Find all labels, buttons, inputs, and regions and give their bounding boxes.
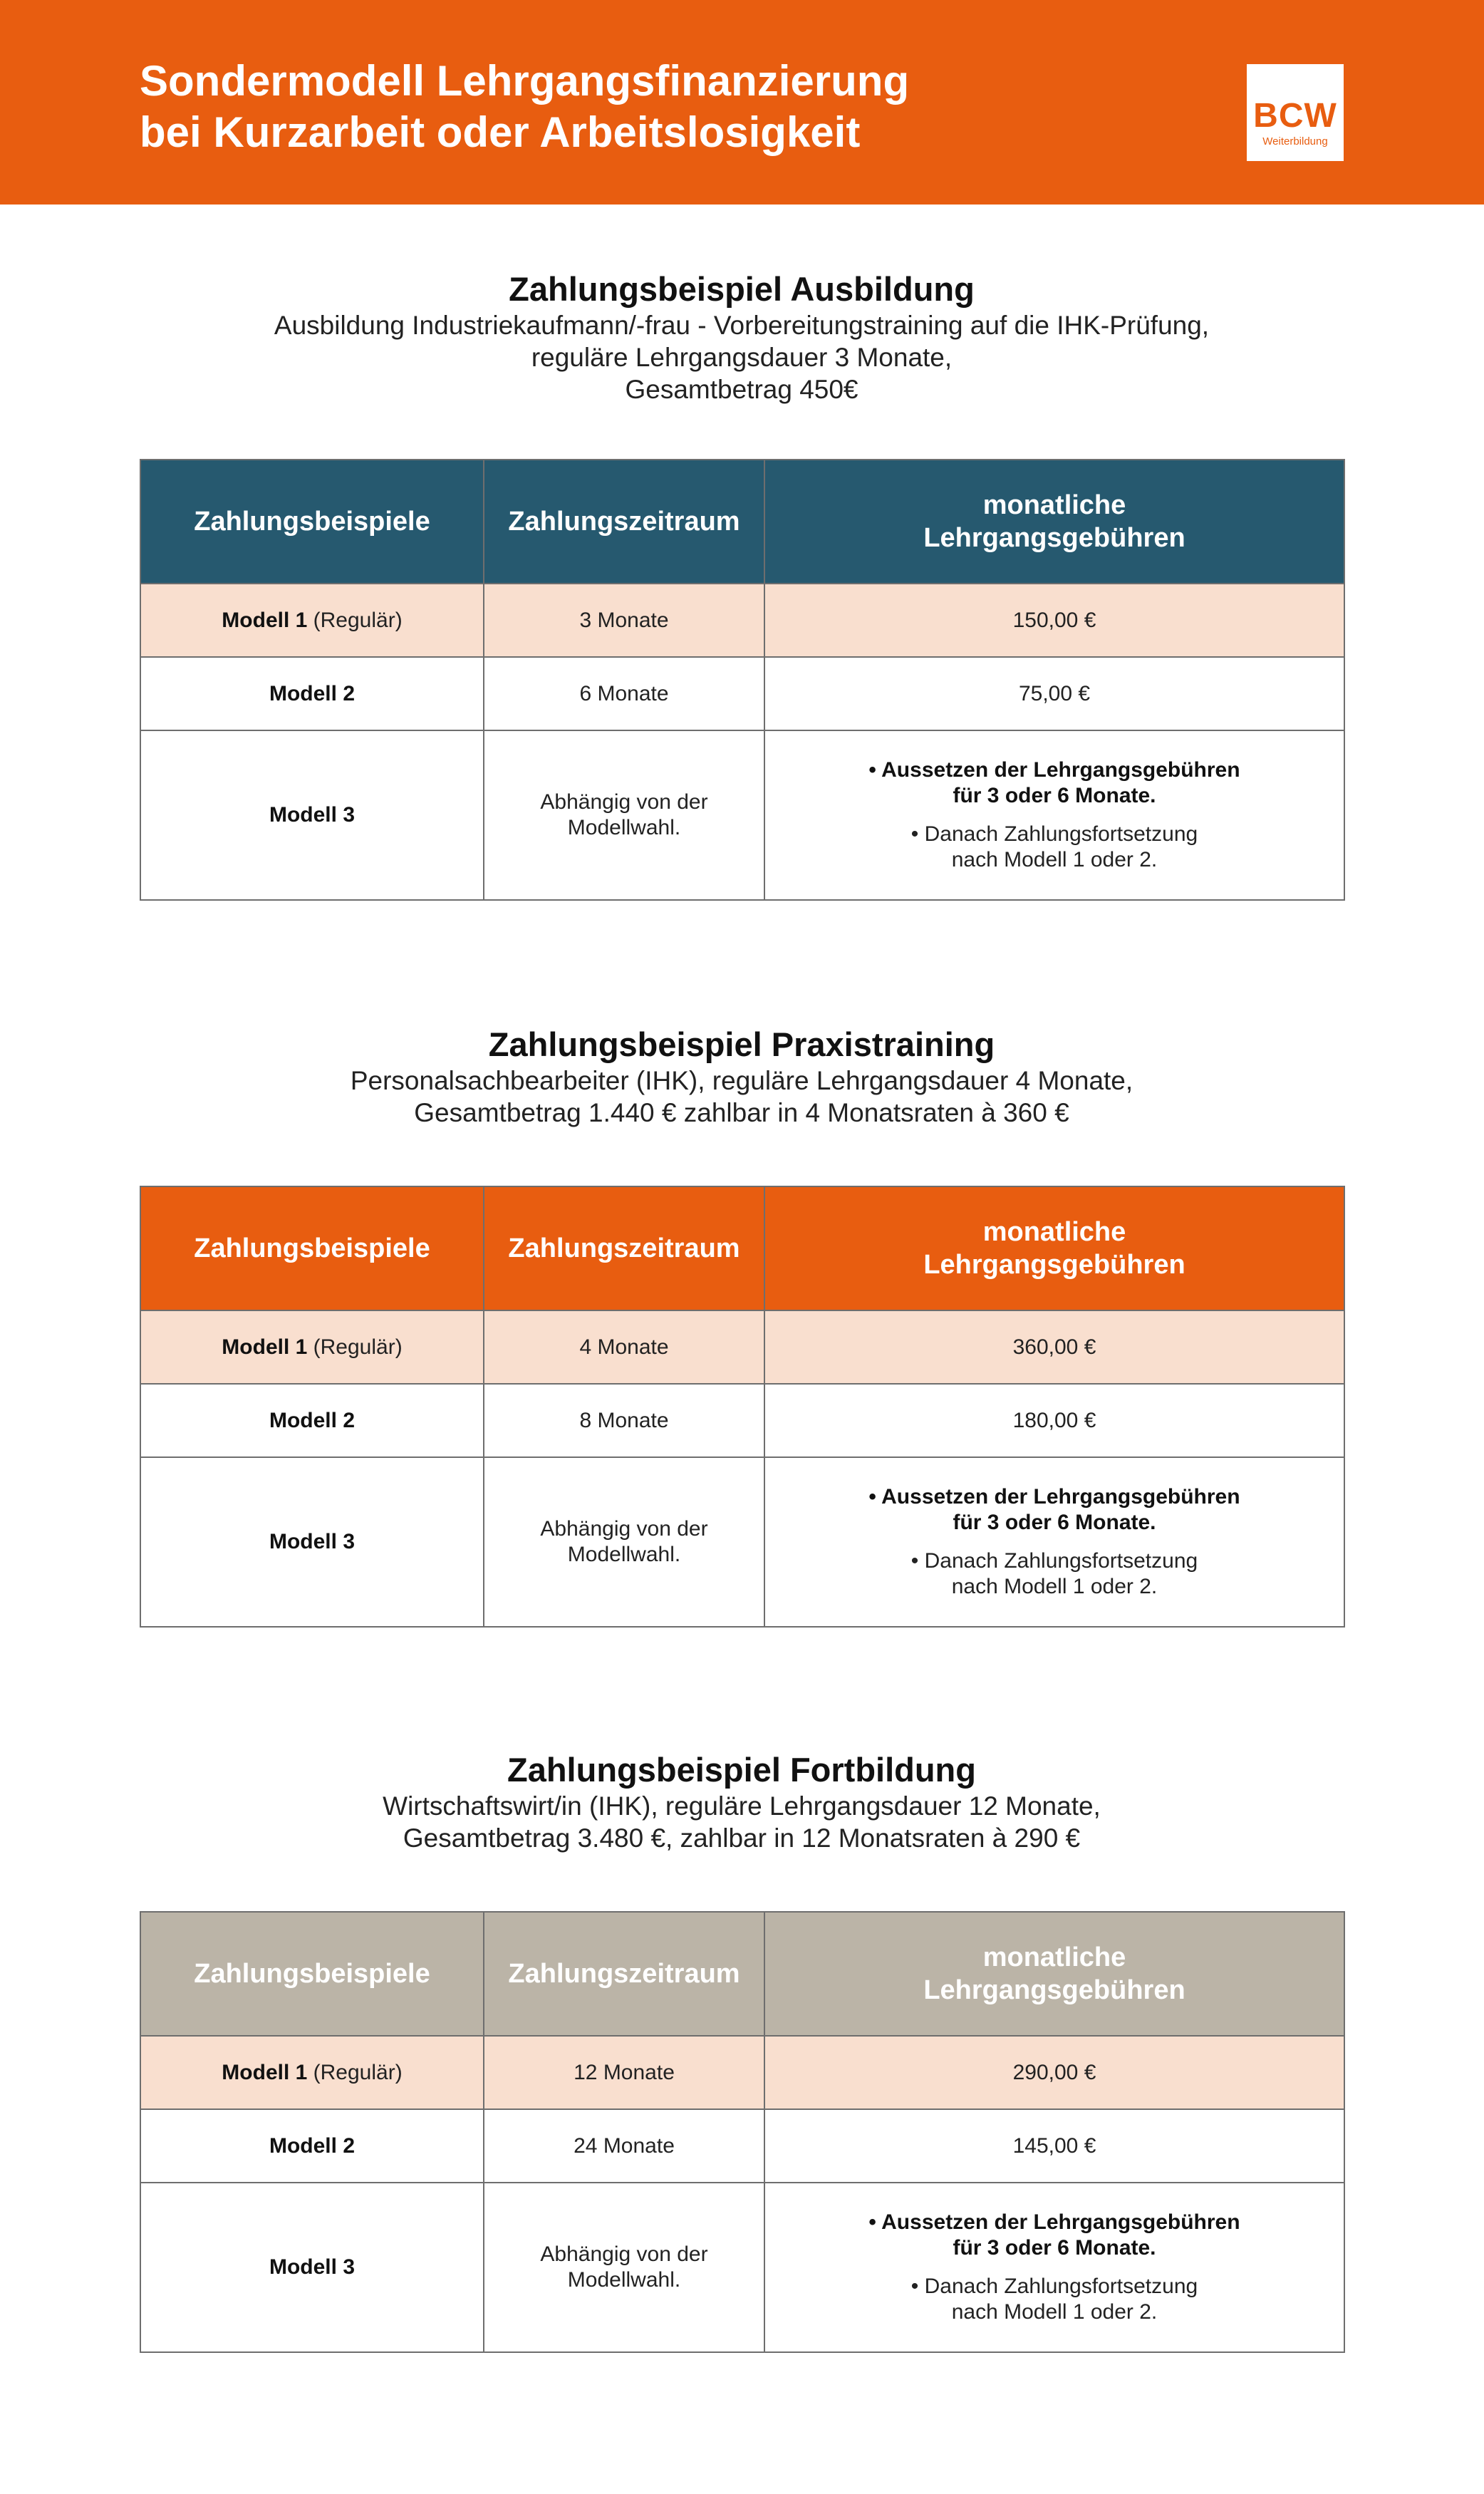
bullet-line: • Danach Zahlungsfortsetzung	[910, 2275, 1198, 2298]
column-header-gebuehren	[764, 460, 1344, 584]
table-header-row	[140, 1912, 1344, 2036]
model-cell	[140, 2183, 484, 2352]
bullet-list	[868, 2210, 1240, 2325]
model-cell	[140, 584, 484, 657]
fee-cell: 150,00 €	[764, 584, 1344, 657]
model-name: Modell 1	[222, 1335, 308, 1359]
section-title: Zahlungsbeispiel Fortbildung	[507, 1751, 976, 1789]
fee-cell	[764, 2183, 1344, 2352]
column-header-gebuehren	[764, 1186, 1344, 1310]
section-heading	[140, 269, 1344, 405]
logo-wordmark: BCW	[1253, 97, 1337, 135]
logo-subtitle: Weiterbildung	[1262, 135, 1328, 148]
period-line: Modellwahl.	[567, 2268, 681, 2292]
model-name: Modell 2	[269, 681, 355, 705]
bullet-list	[868, 1484, 1240, 1600]
table-row	[140, 2109, 1344, 2183]
section-praxistraining	[140, 1025, 1344, 1598]
period-cell: 24 Monate	[484, 2109, 764, 2183]
column-header-gebuehren	[764, 1912, 1344, 2036]
bullet-list	[868, 757, 1240, 873]
bullet-line: • Danach Zahlungsfortsetzung	[910, 1549, 1198, 1573]
table-row	[140, 1310, 1344, 1384]
fee-cell: 145,00 €	[764, 2109, 1344, 2183]
model-note: (Regulär)	[307, 2060, 403, 2084]
model-cell	[140, 657, 484, 730]
payment-table	[140, 459, 1345, 901]
period-line: Abhängig von der	[540, 2242, 708, 2266]
period-cell	[484, 730, 764, 900]
fee-cell	[764, 1457, 1344, 1627]
table-row	[140, 2036, 1344, 2109]
section-title: Zahlungsbeispiel Praxistraining	[488, 1025, 995, 1063]
page-title-line1: Sondermodell Lehrgangsfinanzierung	[140, 57, 910, 105]
column-header-zahlungszeitraum: Zahlungszeitraum	[484, 460, 764, 584]
section-title: Zahlungsbeispiel Ausbildung	[509, 270, 975, 308]
period-line: Modellwahl.	[567, 1543, 681, 1566]
model-cell	[140, 730, 484, 900]
table-row	[140, 730, 1344, 900]
section-heading	[140, 1750, 1344, 1854]
column-header-zahlungsbeispiele: Zahlungsbeispiele	[140, 1912, 484, 2036]
period-cell	[484, 2183, 764, 2352]
section-description-line: Personalsachbearbeiter (IHK), reguläre Lehrgangsdauer 4 Monate,	[350, 1066, 1133, 1095]
table-header-row	[140, 460, 1344, 584]
period-cell	[484, 1457, 764, 1627]
column-header-line: monatliche	[982, 1217, 1126, 1247]
column-header-line: Lehrgangsgebühren	[923, 1250, 1185, 1280]
period-cell: 3 Monate	[484, 584, 764, 657]
model-name: Modell 3	[269, 803, 355, 827]
table-row	[140, 584, 1344, 657]
section-ausbildung	[140, 269, 1344, 871]
model-cell	[140, 2109, 484, 2183]
section-description-line: reguläre Lehrgangsdauer 3 Monate,	[531, 343, 953, 372]
fee-cell	[764, 730, 1344, 900]
column-header-line: Lehrgangsgebühren	[923, 523, 1185, 553]
bullet-line: • Aussetzen der Lehrgangsgebühren	[868, 1485, 1240, 1509]
payment-table	[140, 1911, 1345, 2353]
bullet-item	[868, 2210, 1240, 2261]
bullet-item	[868, 1548, 1240, 1600]
table-row	[140, 2183, 1344, 2352]
fee-cell: 180,00 €	[764, 1384, 1344, 1457]
section-description-line: Gesamtbetrag 3.480 €, zahlbar in 12 Monatsraten à 290 €	[403, 1823, 1081, 1853]
header-banner	[0, 0, 1484, 205]
bullet-line: für 3 oder 6 Monate.	[953, 2236, 1156, 2260]
period-line: Abhängig von der	[540, 790, 708, 814]
model-cell	[140, 1384, 484, 1457]
bullet-item	[868, 1484, 1240, 1536]
bullet-line: für 3 oder 6 Monate.	[953, 1511, 1156, 1534]
section-description-line: Wirtschaftswirt/in (IHK), reguläre Lehrgangsdauer 12 Monate,	[383, 1791, 1101, 1821]
bullet-line: • Aussetzen der Lehrgangsgebühren	[868, 2210, 1240, 2234]
bullet-item	[868, 822, 1240, 873]
period-cell: 6 Monate	[484, 657, 764, 730]
bullet-item	[868, 757, 1240, 809]
model-cell	[140, 1310, 484, 1384]
table-row	[140, 657, 1344, 730]
model-cell	[140, 1457, 484, 1627]
period-cell: 4 Monate	[484, 1310, 764, 1384]
bullet-line: für 3 oder 6 Monate.	[953, 784, 1156, 807]
section-fortbildung	[140, 1750, 1344, 2324]
model-cell	[140, 2036, 484, 2109]
period-line: Abhängig von der	[540, 1517, 708, 1541]
model-name: Modell 2	[269, 1408, 355, 1432]
fee-cell: 290,00 €	[764, 2036, 1344, 2109]
bullet-line: nach Modell 1 oder 2.	[951, 1575, 1158, 1598]
period-line: Modellwahl.	[567, 816, 681, 839]
column-header-line: Lehrgangsgebühren	[923, 1975, 1185, 2005]
fee-cell: 360,00 €	[764, 1310, 1344, 1384]
bullet-line: • Danach Zahlungsfortsetzung	[910, 822, 1198, 846]
model-note: (Regulär)	[307, 608, 403, 632]
bullet-line: • Aussetzen der Lehrgangsgebühren	[868, 758, 1240, 782]
model-name: Modell 1	[222, 2060, 308, 2084]
bullet-item	[868, 2274, 1240, 2325]
period-cell: 12 Monate	[484, 2036, 764, 2109]
section-description-line: Gesamtbetrag 450€	[625, 375, 858, 404]
model-name: Modell 3	[269, 1530, 355, 1553]
section-description-line: Ausbildung Industriekaufmann/-frau - Vorbereitungstraining auf die IHK-Prüfung,	[274, 311, 1210, 340]
column-header-zahlungszeitraum: Zahlungszeitraum	[484, 1912, 764, 2036]
section-description-line: Gesamtbetrag 1.440 € zahlbar in 4 Monatsraten à 360 €	[414, 1098, 1069, 1127]
section-heading	[140, 1025, 1344, 1129]
page-title-line2: bei Kurzarbeit oder Arbeitslosigkeit	[140, 108, 861, 156]
model-name: Modell 3	[269, 2255, 355, 2279]
fee-cell: 75,00 €	[764, 657, 1344, 730]
column-header-zahlungsbeispiele: Zahlungsbeispiele	[140, 460, 484, 584]
payment-table	[140, 1186, 1345, 1628]
bullet-line: nach Modell 1 oder 2.	[951, 848, 1158, 871]
bcw-logo	[1247, 64, 1344, 161]
bullet-line: nach Modell 1 oder 2.	[951, 2300, 1158, 2324]
page-title	[140, 56, 909, 158]
table-header-row	[140, 1186, 1344, 1310]
period-cell: 8 Monate	[484, 1384, 764, 1457]
model-name: Modell 2	[269, 2133, 355, 2158]
column-header-line: monatliche	[982, 1942, 1126, 1972]
model-note: (Regulär)	[307, 1335, 403, 1359]
column-header-line: monatliche	[982, 490, 1126, 520]
column-header-zahlungszeitraum: Zahlungszeitraum	[484, 1186, 764, 1310]
table-row	[140, 1457, 1344, 1627]
table-row	[140, 1384, 1344, 1457]
column-header-zahlungsbeispiele: Zahlungsbeispiele	[140, 1186, 484, 1310]
model-name: Modell 1	[222, 608, 308, 632]
